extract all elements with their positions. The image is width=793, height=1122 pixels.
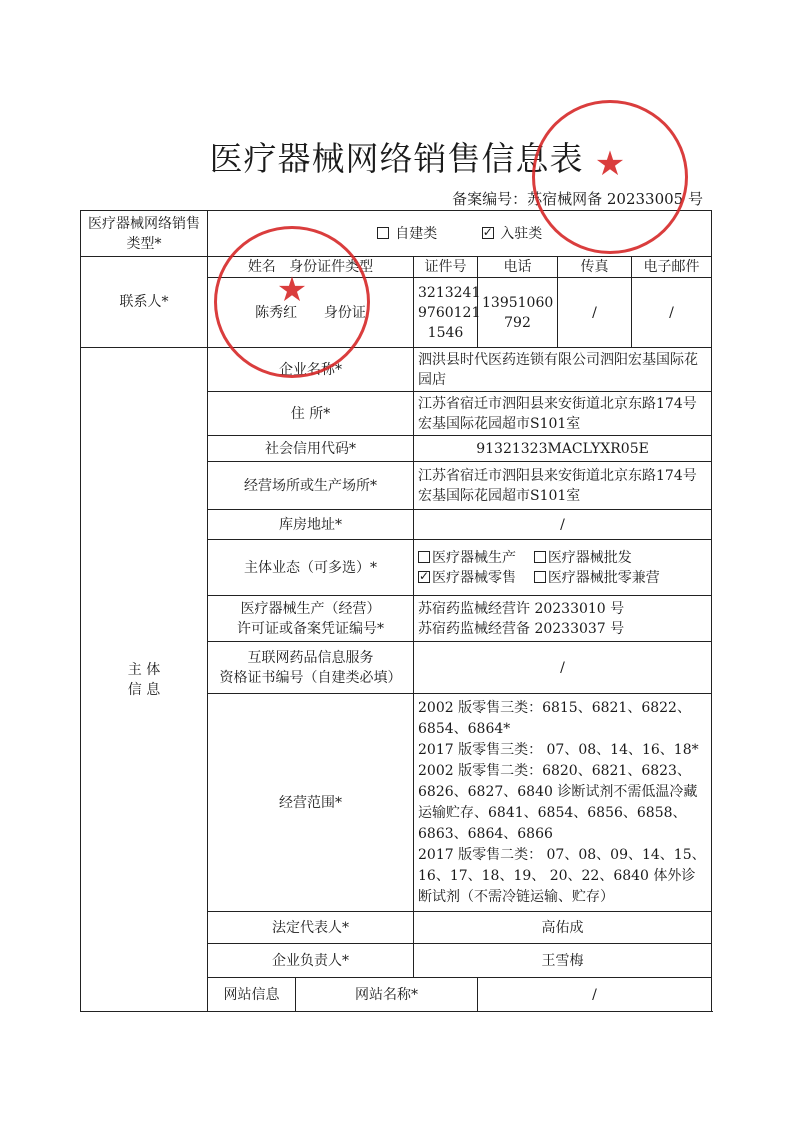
- internet-cert-label: 互联网药品信息服务 资格证书编号（自建类必填）: [208, 642, 414, 694]
- seal-stamp-upper-right: ★: [532, 100, 688, 254]
- type-options: [208, 211, 712, 257]
- website-section-label: 网站信息: [208, 978, 296, 1012]
- license-value: 苏宿药监械经营许 20233010 号 苏宿药监械经营备 20233037 号: [414, 596, 712, 642]
- header-fax: 传真: [558, 257, 632, 278]
- company-name-value: 泗洪县时代医药连锁有限公司泗阳宏基国际花园店: [414, 348, 712, 392]
- header-name-idtype: 姓名 身份证件类型: [208, 257, 414, 278]
- contact-phone: 13951060 792: [478, 278, 558, 348]
- info-table: [80, 210, 712, 1012]
- premises-value: 江苏省宿迁市泗阳县来安街道北京东路174号宏基国际花园超市S101室: [414, 462, 712, 510]
- contact-fax: /: [558, 278, 632, 348]
- document-title: 医疗器械网络销售信息表: [209, 139, 584, 178]
- header-id-no: 证件号: [414, 257, 478, 278]
- credit-code-label: 社会信用代码*: [208, 436, 414, 462]
- filing-number: 备案编号：苏宿械网备 20233005 号: [452, 190, 703, 208]
- website-name-label: 网站名称*: [296, 978, 478, 1012]
- settled-checkbox[interactable]: [482, 227, 494, 239]
- self-built-checkbox[interactable]: [377, 227, 389, 239]
- scope-label: 经营范围*: [208, 694, 414, 912]
- domicile-label: 住 所*: [208, 392, 414, 436]
- internet-cert-value: /: [414, 642, 712, 694]
- website-name-value: /: [478, 978, 712, 1012]
- seal-stamp-company: ★: [214, 226, 370, 378]
- self-built-label: 自建类: [395, 225, 438, 242]
- entity-section-label: 主 体 信 息: [81, 348, 208, 1012]
- principal-value: 王雪梅: [414, 944, 712, 978]
- company-name-label: 企业名称*: [208, 348, 414, 392]
- warehouse-label: 库房地址*: [208, 510, 414, 540]
- settled-label: 入驻类: [500, 225, 543, 242]
- warehouse-value: /: [414, 510, 712, 540]
- type-label: 医疗器械网络销售类型*: [81, 211, 208, 257]
- contact-id-no: 3213241 9760121 1546: [414, 278, 478, 348]
- contact-label: 联系人*: [81, 257, 208, 348]
- credit-code-value: 91321323MACLYXR05E: [414, 436, 712, 462]
- legal-rep-label: 法定代表人*: [208, 912, 414, 944]
- contact-email: /: [632, 278, 712, 348]
- license-label: 医疗器械生产（经营） 许可证或备案凭证编号*: [208, 596, 414, 642]
- header-phone: 电话: [478, 257, 558, 278]
- wholesale-retail-checkbox[interactable]: [534, 571, 546, 583]
- wholesale-checkbox[interactable]: [534, 551, 546, 563]
- principal-label: 企业负责人*: [208, 944, 414, 978]
- premises-label: 经营场所或生产场所*: [208, 462, 414, 510]
- business-form-label: 主体业态（可多选）*: [208, 540, 414, 596]
- scope-value: 2002 版零售三类：6815、6821、6822、6854、6864* 2017 版零售三类： 07、08、14、16、18* 2002 版零售二类：6820、6821、6823、6826、6827、6840 诊断试剂不需低温冷藏运输贮存、6841、6854、6856、6858、6863、6864、6866 2017 版零售二类： 07、08、09、14、15、16、17、18、19、 20、22、6840 体外诊断试剂（不需冷链运输、贮存）: [414, 694, 712, 912]
- domicile-value: 江苏省宿迁市泗阳县来安街道北京东路174号宏基国际花园超市S101室: [414, 392, 712, 436]
- contact-name-idtype: 陈秀红 身份证: [208, 278, 414, 348]
- business-form-options: 医疗器械生产 医疗器械批发 ✓医疗器械零售 医疗器械批零兼营: [414, 540, 712, 596]
- production-checkbox[interactable]: [418, 551, 430, 563]
- retail-checkbox[interactable]: [418, 571, 430, 583]
- header-email: 电子邮件: [632, 257, 712, 278]
- legal-rep-value: 高佑成: [414, 912, 712, 944]
